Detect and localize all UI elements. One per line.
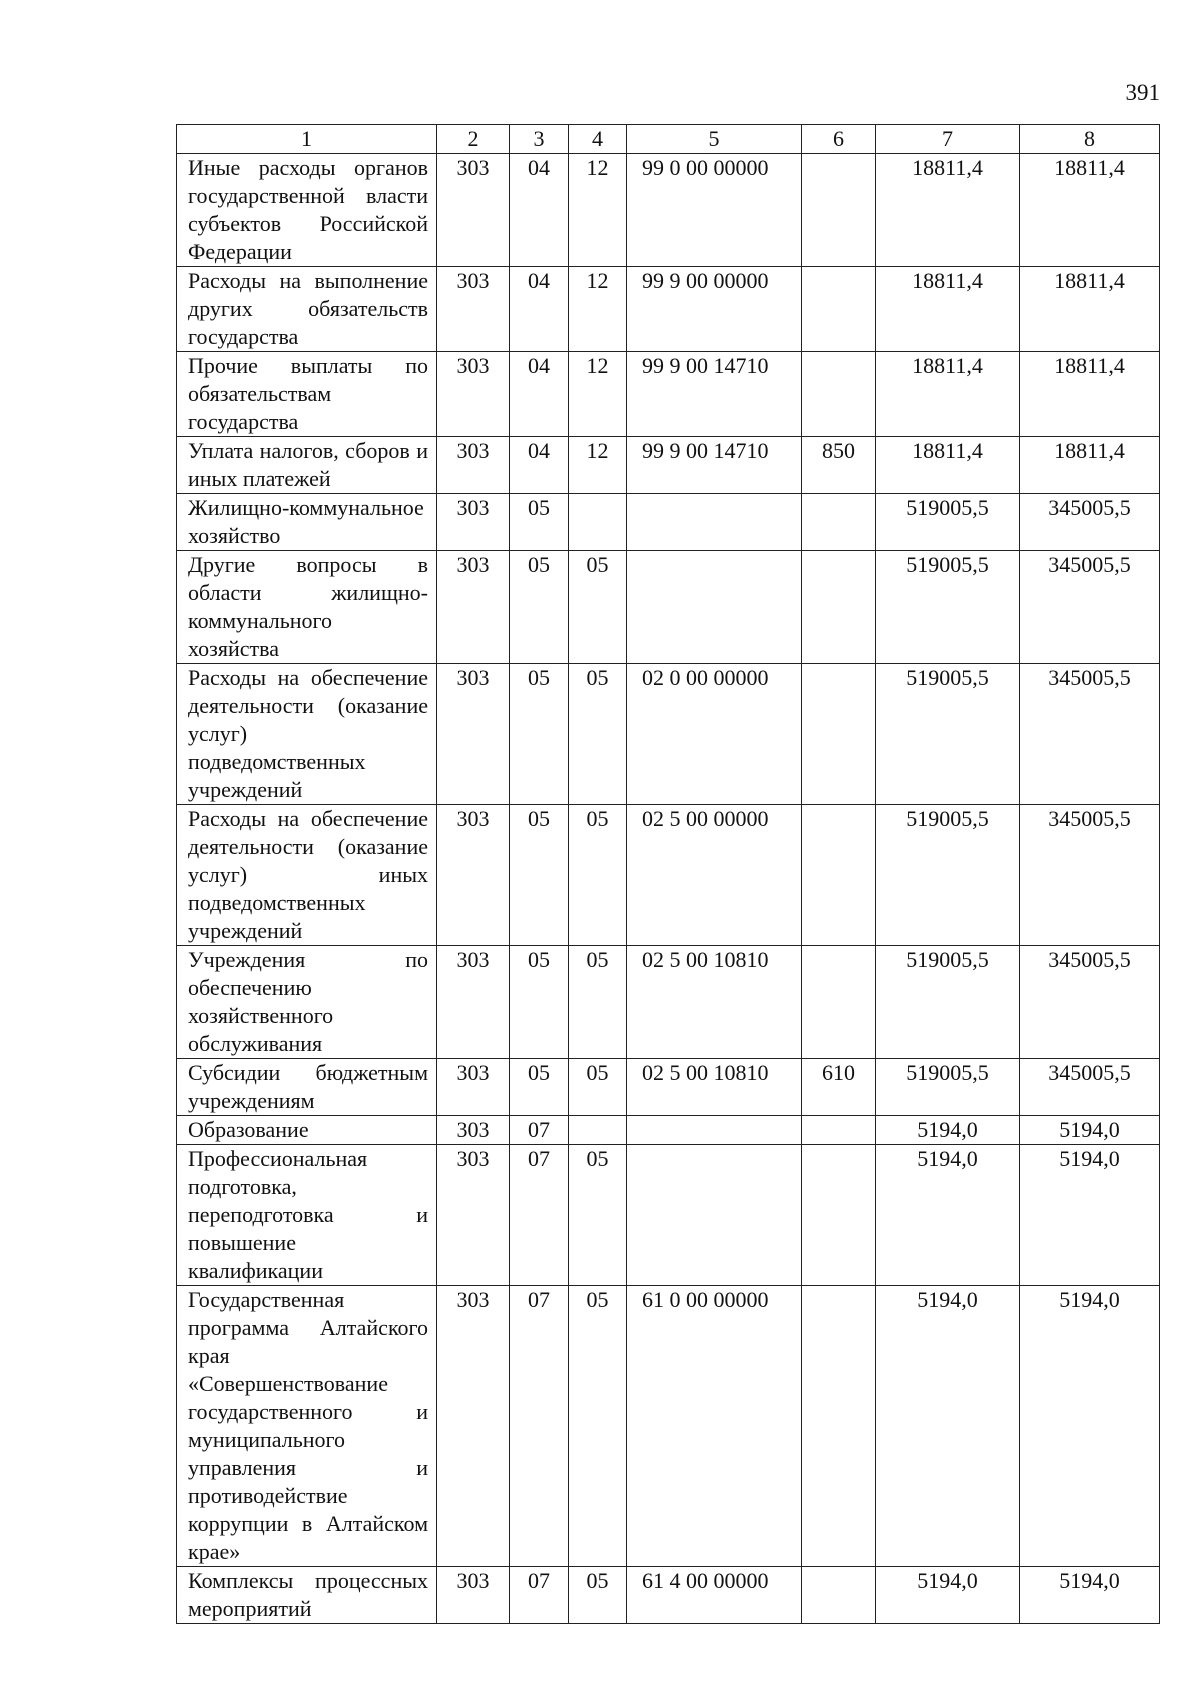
target-article-cell: 02 5 00 00000 <box>627 805 802 946</box>
ministry-code-cell: 303 <box>437 1286 510 1567</box>
table-row <box>177 1567 1160 1624</box>
column-header-8: 8 <box>1020 125 1160 154</box>
amount-col8-cell: 345005,5 <box>1020 1059 1160 1116</box>
expense-type-cell <box>802 1116 876 1145</box>
expense-type-cell <box>802 267 876 352</box>
header-row <box>177 125 1160 154</box>
row-name-cell: Расходы на обеспечение деятельности (оказание услуг) иных подведомственных учреждений <box>177 805 437 946</box>
subsection-code-cell: 12 <box>569 437 627 494</box>
amount-col7-cell: 519005,5 <box>876 494 1020 551</box>
row-name-cell: Жилищно-коммунальное хозяйство <box>177 494 437 551</box>
section-code-cell: 04 <box>510 267 569 352</box>
table-row <box>177 1286 1160 1567</box>
column-header-1: 1 <box>177 125 437 154</box>
amount-col7-cell: 519005,5 <box>876 664 1020 805</box>
ministry-code-cell: 303 <box>437 437 510 494</box>
table-row <box>177 352 1160 437</box>
subsection-code-cell: 05 <box>569 1567 627 1624</box>
row-name-cell: Прочие выплаты по обязательствам государства <box>177 352 437 437</box>
ministry-code-cell: 303 <box>437 1145 510 1286</box>
section-code-cell: 05 <box>510 946 569 1059</box>
expense-type-cell: 610 <box>802 1059 876 1116</box>
table-row <box>177 1116 1160 1145</box>
budget-table <box>176 124 1160 1624</box>
section-code-cell: 07 <box>510 1567 569 1624</box>
section-code-cell: 07 <box>510 1145 569 1286</box>
table-row <box>177 805 1160 946</box>
column-header-5: 5 <box>627 125 802 154</box>
target-article-cell: 02 0 00 00000 <box>627 664 802 805</box>
expense-type-cell <box>802 1286 876 1567</box>
subsection-code-cell <box>569 1116 627 1145</box>
amount-col8-cell: 18811,4 <box>1020 437 1160 494</box>
section-code-cell: 04 <box>510 154 569 267</box>
ministry-code-cell: 303 <box>437 551 510 664</box>
ministry-code-cell: 303 <box>437 664 510 805</box>
expense-type-cell <box>802 1145 876 1286</box>
amount-col7-cell: 519005,5 <box>876 551 1020 664</box>
section-code-cell: 05 <box>510 1059 569 1116</box>
amount-col7-cell: 5194,0 <box>876 1567 1020 1624</box>
amount-col7-cell: 18811,4 <box>876 154 1020 267</box>
page-number: 391 <box>1125 80 1160 105</box>
amount-col8-cell: 18811,4 <box>1020 154 1160 267</box>
table-row <box>177 154 1160 267</box>
column-header-4: 4 <box>569 125 627 154</box>
amount-col8-cell: 18811,4 <box>1020 267 1160 352</box>
ministry-code-cell: 303 <box>437 154 510 267</box>
table-row <box>177 437 1160 494</box>
amount-col7-cell: 18811,4 <box>876 352 1020 437</box>
table-header <box>177 125 1160 154</box>
amount-col8-cell: 345005,5 <box>1020 664 1160 805</box>
section-code-cell: 05 <box>510 551 569 664</box>
section-code-cell: 05 <box>510 664 569 805</box>
target-article-cell <box>627 494 802 551</box>
amount-col7-cell: 519005,5 <box>876 805 1020 946</box>
amount-col8-cell: 18811,4 <box>1020 352 1160 437</box>
amount-col8-cell: 5194,0 <box>1020 1567 1160 1624</box>
column-header-6: 6 <box>802 125 876 154</box>
target-article-cell: 02 5 00 10810 <box>627 1059 802 1116</box>
amount-col8-cell: 345005,5 <box>1020 946 1160 1059</box>
row-name-cell: Государственная программа Алтайского края «Совершенствование государственного и муниципального управления и противодействие коррупции в Алтайском крае» <box>177 1286 437 1567</box>
expense-type-cell <box>802 946 876 1059</box>
expense-type-cell <box>802 805 876 946</box>
target-article-cell <box>627 1116 802 1145</box>
table-row <box>177 494 1160 551</box>
amount-col7-cell: 5194,0 <box>876 1145 1020 1286</box>
target-article-cell: 61 0 00 00000 <box>627 1286 802 1567</box>
amount-col8-cell: 5194,0 <box>1020 1145 1160 1286</box>
expense-type-cell <box>802 154 876 267</box>
ministry-code-cell: 303 <box>437 1567 510 1624</box>
row-name-cell: Учреждения по обеспечению хозяйственного обслуживания <box>177 946 437 1059</box>
target-article-cell: 99 9 00 14710 <box>627 437 802 494</box>
amount-col8-cell: 345005,5 <box>1020 494 1160 551</box>
expense-type-cell <box>802 664 876 805</box>
target-article-cell: 99 9 00 14710 <box>627 352 802 437</box>
table-row <box>177 267 1160 352</box>
amount-col8-cell: 5194,0 <box>1020 1286 1160 1567</box>
table-row <box>177 664 1160 805</box>
column-header-7: 7 <box>876 125 1020 154</box>
subsection-code-cell: 05 <box>569 946 627 1059</box>
expense-type-cell <box>802 1567 876 1624</box>
expense-type-cell <box>802 352 876 437</box>
section-code-cell: 05 <box>510 805 569 946</box>
row-name-cell: Другие вопросы в области жилищно-коммунального хозяйства <box>177 551 437 664</box>
row-name-cell: Профессиональная подготовка, переподготовка и повышение квалификации <box>177 1145 437 1286</box>
row-name-cell: Субсидии бюджетным учреждениям <box>177 1059 437 1116</box>
column-header-2: 2 <box>437 125 510 154</box>
ministry-code-cell: 303 <box>437 805 510 946</box>
row-name-cell: Иные расходы органов государственной власти субъектов Российской Федерации <box>177 154 437 267</box>
ministry-code-cell: 303 <box>437 267 510 352</box>
target-article-cell <box>627 1145 802 1286</box>
subsection-code-cell: 05 <box>569 1059 627 1116</box>
expense-type-cell: 850 <box>802 437 876 494</box>
subsection-code-cell: 12 <box>569 154 627 267</box>
target-article-cell: 61 4 00 00000 <box>627 1567 802 1624</box>
amount-col7-cell: 18811,4 <box>876 437 1020 494</box>
subsection-code-cell: 05 <box>569 1145 627 1286</box>
ministry-code-cell: 303 <box>437 1116 510 1145</box>
ministry-code-cell: 303 <box>437 1059 510 1116</box>
column-header-3: 3 <box>510 125 569 154</box>
target-article-cell <box>627 551 802 664</box>
section-code-cell: 04 <box>510 352 569 437</box>
table-row <box>177 551 1160 664</box>
subsection-code-cell: 05 <box>569 1286 627 1567</box>
ministry-code-cell: 303 <box>437 946 510 1059</box>
subsection-code-cell: 12 <box>569 267 627 352</box>
expense-type-cell <box>802 494 876 551</box>
table-row <box>177 1145 1160 1286</box>
table-body <box>177 154 1160 1624</box>
ministry-code-cell: 303 <box>437 494 510 551</box>
amount-col7-cell: 519005,5 <box>876 946 1020 1059</box>
target-article-cell: 02 5 00 10810 <box>627 946 802 1059</box>
section-code-cell: 04 <box>510 437 569 494</box>
table-row <box>177 1059 1160 1116</box>
amount-col8-cell: 5194,0 <box>1020 1116 1160 1145</box>
amount-col8-cell: 345005,5 <box>1020 551 1160 664</box>
row-name-cell: Расходы на выполнение других обязательств государства <box>177 267 437 352</box>
amount-col8-cell: 345005,5 <box>1020 805 1160 946</box>
subsection-code-cell: 05 <box>569 551 627 664</box>
target-article-cell: 99 9 00 00000 <box>627 267 802 352</box>
row-name-cell: Уплата налогов, сборов и иных платежей <box>177 437 437 494</box>
section-code-cell: 07 <box>510 1286 569 1567</box>
subsection-code-cell: 05 <box>569 664 627 805</box>
amount-col7-cell: 5194,0 <box>876 1286 1020 1567</box>
subsection-code-cell: 05 <box>569 805 627 946</box>
row-name-cell: Комплексы процессных мероприятий <box>177 1567 437 1624</box>
target-article-cell: 99 0 00 00000 <box>627 154 802 267</box>
amount-col7-cell: 18811,4 <box>876 267 1020 352</box>
section-code-cell: 05 <box>510 494 569 551</box>
subsection-code-cell <box>569 494 627 551</box>
row-name-cell: Образование <box>177 1116 437 1145</box>
subsection-code-cell: 12 <box>569 352 627 437</box>
expense-type-cell <box>802 551 876 664</box>
ministry-code-cell: 303 <box>437 352 510 437</box>
amount-col7-cell: 519005,5 <box>876 1059 1020 1116</box>
row-name-cell: Расходы на обеспечение деятельности (оказание услуг) подведомственных учреждений <box>177 664 437 805</box>
amount-col7-cell: 5194,0 <box>876 1116 1020 1145</box>
section-code-cell: 07 <box>510 1116 569 1145</box>
table-row <box>177 946 1160 1059</box>
